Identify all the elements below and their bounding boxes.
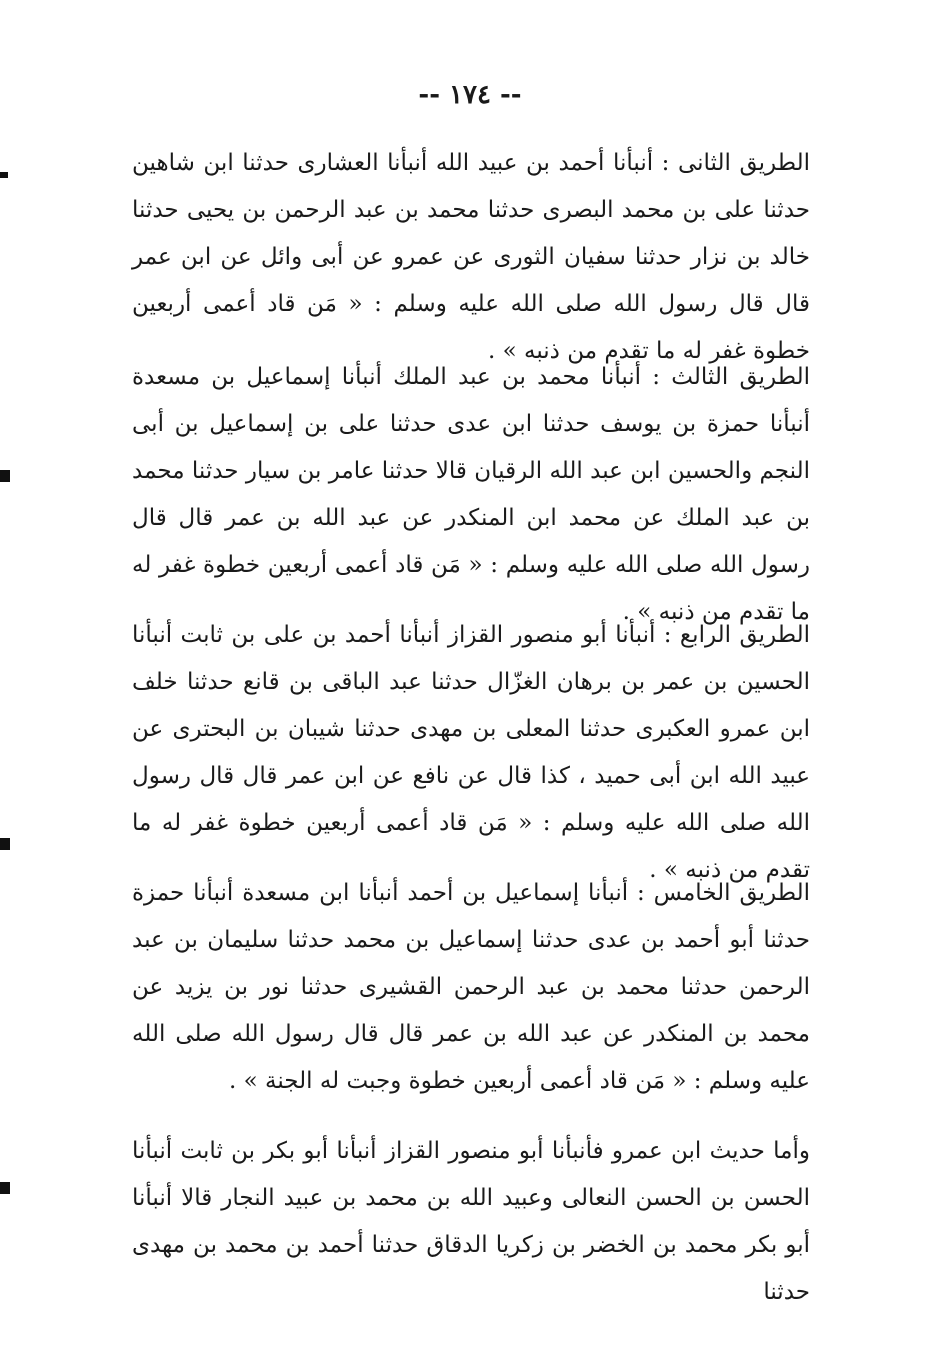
paragraph-text: الطريق الخامس : أنبأنا إسماعيل بن أحمد أنبأنا ابن مسعدة أنبأنا حمزة حدثنا أبو أحمد بن عدى حدثنا إسماعيل بن محمد حدثنا سليمان بن عبد الرحمن حدثنا محمد بن عبد الرحمن القشيرى حدثنا نور بن يزيد عن محمد بن المنكدر عن عبد الله بن عمر قال قال رسول الله صلى الله عليه وسلم : « مَن قاد أعمى أربعين خطوة وجبت له الجنة » . [132,880,810,1094]
margin-scan-mark [0,838,10,850]
margin-scan-mark [0,470,10,482]
paragraph-text: الطريق الثالث : أنبأنا محمد بن عبد الملك أنبأنا إسماعيل بن مسعدة أنبأنا حمزة بن يوسف حدثنا ابن عدى حدثنا على بن إسماعيل بن أبى النجم والحسين ابن عبد الله الرقيان قالا حدثنا عامر بن سيار حدثنا محمد بن عبد الملك عن محمد ابن المنكدر عن عبد الله بن عمر قال قال رسول الله صلى الله عليه وسلم : « مَن قاد أعمى أربعين خطوة غفر له ما تقدم من ذنبه » . [132,364,810,625]
paragraph-text: الطريق الثانى : أنبأنا أحمد بن عبيد الله أنبأنا العشارى حدثنا ابن شاهين حدثنا على بن محمد البصرى حدثنا محمد بن عبد الرحمن بن يحيى حدثنا خالد بن نزار حدثنا سفيان الثورى عن عمرو عن أبى وائل عن ابن عمر قال قال رسول الله صلى الله عليه وسلم : « مَن قاد أعمى أربعين خطوة غفر له ما تقدم من ذنبه » . [132,150,810,364]
margin-scan-mark [0,1182,10,1194]
paragraph-fifth-route [132,870,810,1105]
paragraph-third-route [132,354,810,636]
margin-scan-mark [0,172,8,178]
paragraph-text: وأما حديث ابن عمرو فأنبأنا أبو منصور القزاز أنبأنا أبو بكر بن ثابت أنبأنا الحسن بن الحسن النعالى وعبيد الله بن محمد بن عبيد النجار قالا أنبأنا أبو بكر محمد بن الخضر بن زكريا الدقاق حدثنا أحمد بن محمد بن مهدى حدثنا [132,1138,810,1305]
paragraph-text: الطريق الرابع : أنبأنا أبو منصور القزاز أنبأنا أحمد بن على بن ثابت أنبأنا الحسين بن عمر بن برهان الغزّال حدثنا عبد الباقى بن قانع حدثنا خلف ابن عمرو العكبرى حدثنا المعلى بن مهدى حدثنا شيبان بن البحترى عن عبيد الله ابن أبى حميد ، كذا قال عن نافع عن ابن عمر قال قال رسول الله صلى الله عليه وسلم : « مَن قاد أعمى أربعين خطوة غفر له ما تقدم من ذنبه » . [132,622,811,883]
page-number: -- ١٧٤ -- [418,80,522,110]
paragraph-ibn-amr-hadith [132,1128,810,1316]
paragraph-second-route [132,140,810,375]
paragraph-fourth-route [132,612,810,894]
